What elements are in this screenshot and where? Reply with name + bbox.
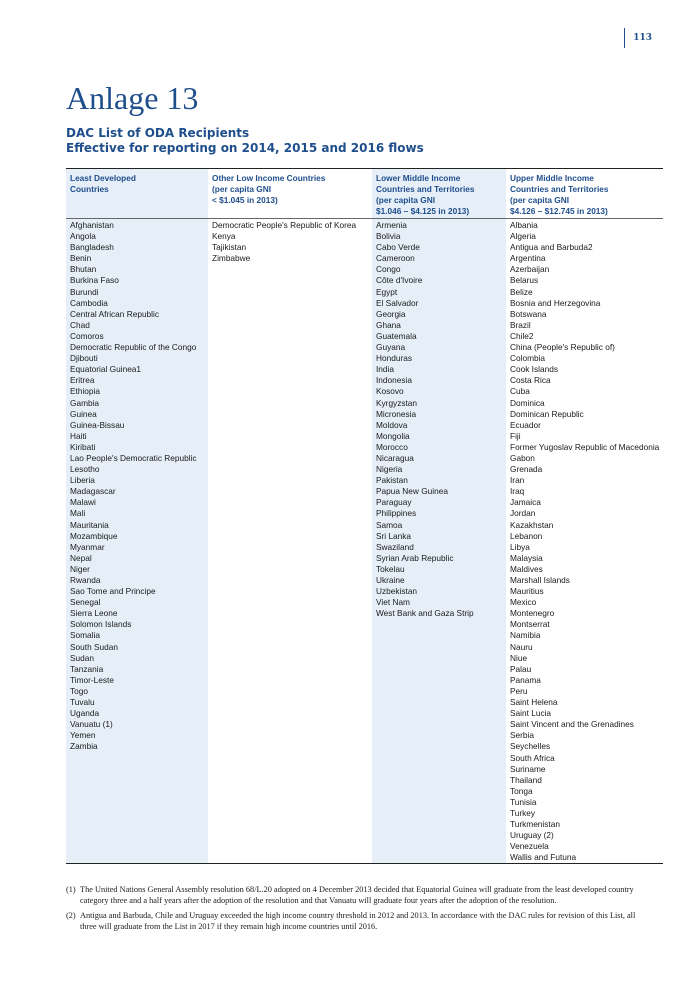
country-item: Mozambique [70,530,118,541]
country-item: Brazil [510,319,531,330]
column-least-developed [66,169,208,863]
column-header [506,169,663,219]
country-item: Micronesia [376,408,417,419]
country-item: China (People's Republic of) [510,342,615,353]
country-item: Kosovo [376,386,404,397]
country-item: Bangladesh [70,242,114,253]
country-item: Ukraine [376,575,405,585]
country-item: Mauritius [510,586,544,597]
column-header-line: Countries and Territories [376,184,475,194]
footnote-number: (1) [66,885,76,894]
country-item: Namibia [510,630,541,641]
country-item: Wallis and Futuna [510,852,577,863]
country-item: Panama [510,674,541,685]
country-item: Tanzania [70,663,104,674]
country-item: Saint Helena [510,697,558,708]
subtitle-line-2: Effective for reporting on 2014, 2015 and 2016 flows [66,141,424,155]
country-item: Cameroon [376,253,415,264]
column-header [66,169,208,219]
country-item: Ghana [376,319,401,330]
country-item: Peru [510,685,528,696]
country-item: Sierra Leone [70,608,118,619]
country-item: Tokelau [376,563,405,574]
footnote [66,884,646,906]
country-item: Lesotho [70,464,100,475]
oda-recipients-table [66,168,663,864]
country-item: South Sudan [70,641,118,652]
country-item: Seychelles [510,741,551,752]
column-body [208,219,372,264]
country-item: Iraq [510,486,525,497]
country-item: Liberia [70,475,95,486]
country-item: Zimbabwe [212,253,251,264]
country-item: Myanmar [70,541,105,552]
country-item: Colombia [510,353,546,364]
country-item: Thailand [510,774,542,785]
country-item: Bhutan [70,264,97,275]
country-item: Costa Rica [510,375,551,386]
country-item: Turkmenistan [510,819,560,830]
country-item: Syrian Arab Republic [376,552,454,563]
country-item: Jordan [510,508,536,519]
country-item: Papua New Guinea [376,486,448,497]
country-item: Kyrgyzstan [376,397,418,408]
country-item: Lebanon [510,530,543,541]
country-item: Mauritania [70,519,109,530]
column-upper-middle-income [506,169,663,863]
country-item: India [376,364,394,375]
country-item: Antigua and Barbuda2 [510,242,593,253]
country-item: Georgia [376,308,406,319]
country-item: Cook Islands [510,364,558,375]
country-item: Guinea [70,408,97,419]
country-item: Nicaragua [376,452,414,463]
country-item: Belize [510,286,533,297]
country-item: Gabon [510,452,535,463]
country-item: Malaysia [510,552,543,563]
column-header-line: Lower Middle Income [376,173,461,183]
country-item: Palau [510,663,532,674]
country-item: Côte d'Ivoire [376,275,423,286]
country-item: Nepal [70,552,92,563]
country-item: Honduras [376,353,412,364]
country-item: Viet Nam [376,597,410,608]
country-item: Comoros [70,330,104,341]
country-item: Paraguay [376,497,412,508]
country-item: Niger [70,563,90,574]
country-item: Tajikistan [212,242,247,253]
country-item: Uganda [70,708,100,719]
country-item: Eritrea [70,375,95,386]
country-item: Guinea-Bissau [70,419,125,430]
country-item: Guatemala [376,330,417,341]
footnote [66,910,646,932]
country-item: Solomon Islands [70,619,132,630]
country-item: Algeria [510,231,536,242]
country-item: Tuvalu [70,697,95,708]
country-item: Gambia [70,397,100,408]
country-item: Pakistan [376,475,408,486]
country-item: Lao People's Democratic Republic [70,452,197,463]
country-item: Angola [70,231,96,242]
country-item: Cambodia [70,297,108,308]
country-item: Armenia [376,220,407,230]
country-item: Rwanda [70,575,101,585]
country-item: Chile2 [510,330,534,341]
country-item: Mongolia [376,430,410,441]
country-item: Saint Vincent and the Grenadines [510,719,634,730]
country-item: Guyana [376,342,406,353]
country-item: Bolivia [376,231,401,242]
column-header-line: Other Low Income Countries [212,173,326,183]
country-item: Belarus [510,275,539,286]
country-item: Egypt [376,286,398,297]
country-item: Marshall Islands [510,575,570,585]
country-item: Fiji [510,430,521,441]
country-item: Philippines [376,508,417,519]
country-item: Mexico [510,597,537,608]
country-item: West Bank and Gaza Strip [376,608,474,619]
footnotes [66,884,646,936]
country-item: Saint Lucia [510,708,552,719]
country-item: Malawi [70,497,96,508]
country-item: Dominica [510,397,545,408]
country-item: Morocco [376,441,408,452]
country-item: Venezuela [510,841,549,852]
column-header-line: Countries [70,184,109,194]
country-item: Vanuatu (1) [70,719,113,730]
country-item: Tunisia [510,796,537,807]
column-body [66,219,208,753]
country-item: Haiti [70,430,87,441]
country-item: Equatorial Guinea1 [70,364,142,375]
country-item: Yemen [70,730,96,741]
country-item: Suriname [510,763,546,774]
country-item: Burundi [70,286,99,297]
country-item: Madagascar [70,486,116,497]
country-item: Montenegro [510,608,555,619]
footnote-number: (2) [66,911,76,920]
column-header-line: $4.126 – $12.745 in 2013) [510,206,608,216]
country-item: Dominican Republic [510,408,584,419]
country-item: Indonesia [376,375,412,386]
country-item: Burkina Faso [70,275,119,286]
country-item: Argentina [510,253,546,264]
country-item: Former Yugoslav Republic of Macedonia [510,441,660,452]
column-body [372,219,506,619]
country-item: Botswana [510,308,547,319]
country-item: Nigeria [376,464,403,475]
country-item: Grenada [510,464,543,475]
country-item: Iran [510,475,525,486]
country-item: Ecuador [510,419,541,430]
country-item: Nauru [510,641,533,652]
country-item: Serbia [510,730,534,741]
country-item: Samoa [376,519,403,530]
country-item: El Salvador [376,297,419,308]
country-item: Central African Republic [70,308,160,319]
column-header [372,169,506,219]
column-header-line: < $1.045 in 2013) [212,195,278,205]
country-item: Mali [70,508,86,519]
country-item: Democratic Republic of the Congo [70,342,197,353]
column-header-line: Countries and Territories [510,184,609,194]
country-item: Uzbekistan [376,586,418,597]
country-item: Turkey [510,807,536,818]
column-header-line: Least Developed [70,173,136,183]
column-header-line: Upper Middle Income [510,173,594,183]
country-item: Cuba [510,386,530,397]
country-item: Senegal [70,597,101,608]
country-item: Swaziland [376,541,414,552]
country-item: Maldives [510,563,543,574]
country-item: Azerbaijan [510,264,550,275]
country-item: Niue [510,652,528,663]
country-item: Albania [510,220,538,230]
country-item: Moldova [376,419,408,430]
column-header-line: (per capita GNI [212,184,272,194]
country-item: Kenya [212,231,236,242]
country-item: Sri Lanka [376,530,412,541]
country-item: Afghanistan [70,220,114,230]
country-item: Timor-Leste [70,674,114,685]
page-title: Anlage 13 [66,80,199,116]
country-item: Chad [70,319,90,330]
country-item: Montserrat [510,619,550,630]
country-item: Tonga [510,785,533,796]
subtitle-line-1: DAC List of ODA Recipients [66,126,250,140]
column-lower-middle-income [372,169,506,863]
footnote-text: The United Nations General Assembly resolution 68/L.20 adopted on 4 December 2013 decided that Equatorial Guinea will graduate from the least developed country category three and a half years after the adoption of the resolution and that Vanuatu will graduate four years after the adoption of the resolution. [80,885,634,905]
column-header-line: (per capita GNI [376,195,436,205]
country-item: Kiribati [70,441,96,452]
country-item: Kazakhstan [510,519,554,530]
column-other-low-income [208,169,372,863]
country-item: Zambia [70,741,98,752]
country-item: Congo [376,264,401,275]
country-item: Democratic People's Republic of Korea [212,220,357,230]
column-body [506,219,663,863]
country-item: Libya [510,541,530,552]
country-item: Bosnia and Herzegovina [510,297,601,308]
column-header-line: $1.046 – $4.125 in 2013) [376,206,470,216]
country-item: Cabo Verde [376,242,420,253]
page-number: 113 [624,28,652,48]
footnote-text: Antigua and Barbuda, Chile and Uruguay exceeded the high income country threshold in 2012 and 2013. In accordance with the DAC rules for revision of this List, all three will graduate from the List in 2017 if they remain high income countries until 2016. [80,911,636,931]
country-item: Sao Tome and Principe [70,586,156,597]
country-item: Benin [70,253,92,264]
country-item: Jamaica [510,497,541,508]
column-header [208,169,372,219]
country-item: Sudan [70,652,94,663]
country-item: Uruguay (2) [510,830,554,841]
subtitle [66,126,424,156]
country-item: Ethiopia [70,386,100,397]
country-item: Somalia [70,630,100,641]
column-header-line: (per capita GNI [510,195,570,205]
country-item: Djibouti [70,353,98,364]
country-item: South Africa [510,752,555,763]
country-item: Togo [70,685,88,696]
